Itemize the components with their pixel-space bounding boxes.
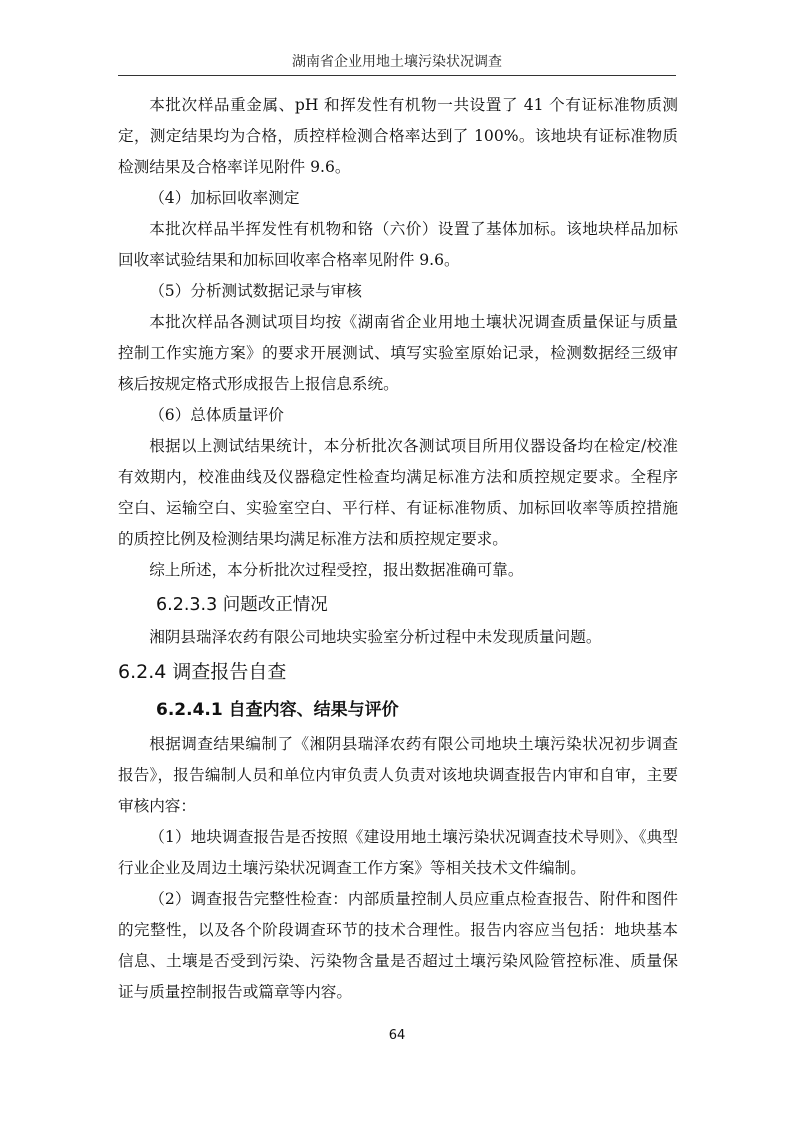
- running-header: 湖南省企业用地土壤污染状况调查: [292, 54, 502, 70]
- item-overall-quality: （6）总体质量评价: [149, 406, 284, 424]
- item-spike-recovery: （4）加标回收率测定: [149, 189, 300, 207]
- page-number: 64: [388, 1028, 406, 1043]
- page-body: [118, 90, 678, 1008]
- paragraph-no-issues: 湘阴县瑞泽农药有限公司地块实验室分析过程中未发现质量问题。: [149, 628, 602, 646]
- item-data-review: （5）分析测试数据记录与审核: [149, 282, 362, 300]
- paragraph-review-item-2: （2）调查报告完整性检查：内部质量控制人员应重点检查报告、附件和图件的完整性，以及各个阶段调查环节的技术合理性。报告内容应当包括：地块基本信息、土壤是否受到污染、污染物含量是否超过土壤污染风险管控标准、质量保证与质量控制报告或篇章等内容。: [118, 890, 678, 1001]
- heading-6-2-4: 6.2.4 调查报告自查: [118, 661, 287, 683]
- heading-6-2-3-3: 6.2.3.3 问题改正情况: [156, 595, 328, 615]
- paragraph-overall-quality: 根据以上测试结果统计，本分析批次各测试项目所用仪器设备均在检定/校准有效期内，校准曲线及仪器稳定性检查均满足标准方法和质控规定要求。全程序空白、运输空白、实验室空白、平行样、有证标准物质、加标回收率等质控措施的质控比例及检测结果均满足标准方法和质控规定要求。: [118, 437, 678, 548]
- header-divider: [118, 75, 676, 76]
- paragraph-conclusion: 综上所述，本分析批次过程受控，报出数据准确可靠。: [149, 561, 524, 579]
- heading-6-2-4-1: 6.2.4.1 自查内容、结果与评价: [156, 700, 399, 720]
- paragraph-report-review: 根据调查结果编制了《湘阴县瑞泽农药有限公司地块土壤污染状况初步调查报告》，报告编制人员和单位内审负责人负责对该地块调查报告内审和自审，主要审核内容：: [118, 735, 678, 815]
- paragraph-data-review: 本批次样品各测试项目均按《湖南省企业用地土壤状况调查质量保证与质量控制工作实施方案》的要求开展测试、填写实验室原始记录，检测数据经三级审核后按规定格式形成报告上报信息系统。: [118, 313, 678, 393]
- paragraph-spike-recovery: 本批次样品半挥发性有机物和铬（六价）设置了基体加标。该地块样品加标回收率试验结果和加标回收率合格率见附件 9.6。: [118, 220, 678, 269]
- paragraph-reference-materials: 本批次样品重金属、pH 和挥发性有机物一共设置了 41 个有证标准物质测定，测定结果均为合格，质控样检测合格率达到了 100%。该地块有证标准物质检测结果及合格率详见附件 9.6。: [118, 96, 678, 176]
- paragraph-review-item-1: （1）地块调查报告是否按照《建设用地土壤污染状况调查技术导则》、《典型行业企业及周边土壤污染状况调查工作方案》等相关技术文件编制。: [118, 828, 678, 877]
